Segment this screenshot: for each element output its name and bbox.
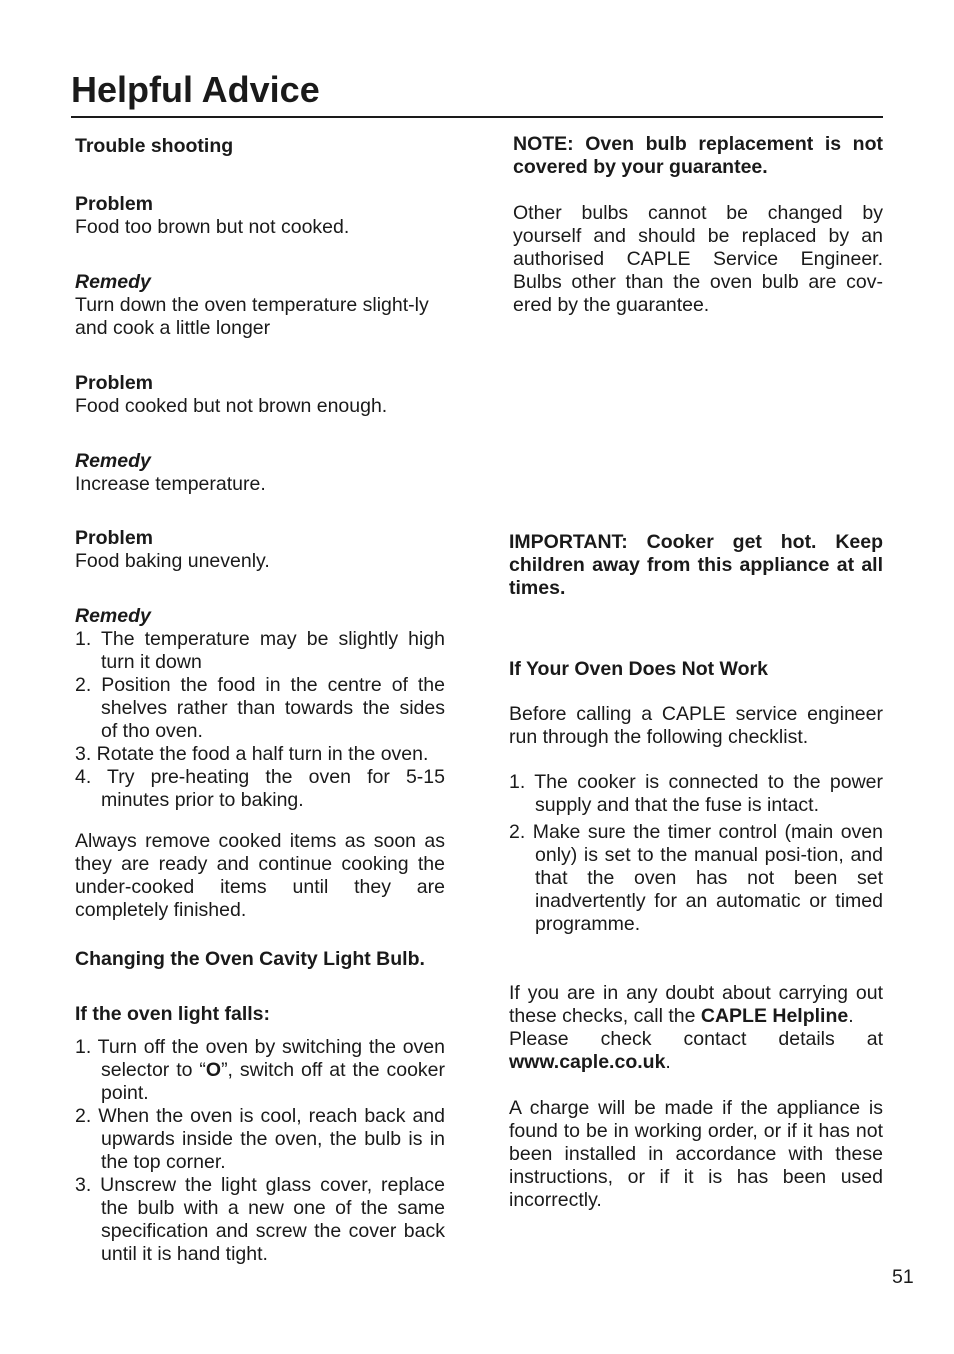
- remedy-text: Turn down the oven temperature slight-ly and cook a little longer: [75, 294, 429, 339]
- list-item: 1. The cooker is connected to the power supply and that the fuse is intact.: [509, 771, 883, 816]
- charge-paragraph: A charge will be made if the appliance is found to be in working order, or if it has not been installed in accordance with these instructions, or if it is has been used incorrectly.: [509, 1097, 883, 1211]
- list-item: 3. Rotate the food a half turn in the oven.: [75, 743, 429, 765]
- page-number: 51: [892, 1266, 914, 1288]
- light-fails-heading: If the oven light falls:: [75, 1003, 271, 1025]
- bulb-steps-list: [75, 1036, 445, 1266]
- troubleshooting-heading: Trouble shooting: [75, 135, 234, 157]
- helpline-label: CAPLE Helpline: [700, 1005, 849, 1027]
- list-item: 2. Position the food in the centre of the shelves rather than towards the sides of tho oven.: [75, 674, 445, 742]
- problem-text: Food too brown but not cooked.: [75, 216, 350, 238]
- problem-label: Problem: [75, 193, 154, 215]
- right-column: NOTE: Oven bulb replacement is not covered by your guarantee. Other bulbs cannot be changed by yourself and should be replaced by an authorised CAPLE Service Engineer. Bulbs other than the oven bulb are cov-ered by the guarantee. IMPORTANT: Cooker get hot. Keep children away from this appliance at all times. If Your Oven Does Not Work Before calling a CAPLE service engineer run through the following checklist. 1. The cooker is connected to the power supply and that the fuse is intact. 2. Make sure the timer control (main oven only) is set to the manual posi-tion, and that the oven has not been set inadvertently for an automatic or timed programme. If you are in any doubt about carrying out these checks, call the CAPLE Helpline. Please check contact details at www.caple.co.uk. A charge will be made if the appliance is found to be in working order, or if it has not been installed in accordance with these instructions, or if it is has been used incorrectly.: [509, 133, 883, 1211]
- list-item: 1. The temperature may be slightly high turn it down: [75, 628, 445, 673]
- contact-paragraph: Please check contact details at: [509, 1028, 883, 1050]
- problem-text: Food cooked but not brown enough.: [75, 395, 388, 417]
- list-item: 3. Unscrew the light glass cover, replace the bulb with a new one of the same specification and screw the cover back until it is hand tight.: [75, 1174, 445, 1265]
- bulb-change-heading: Changing the Oven Cavity Light Bulb.: [75, 948, 425, 970]
- left-column: [75, 135, 445, 1266]
- title-divider: [71, 116, 883, 118]
- list-item: 1. Turn off the oven by switching the oven selector to “O”, switch off at the cooker point.: [75, 1036, 446, 1104]
- list-item: 2. When the oven is cool, reach back and upwards inside the oven, the bulb is in the top corner.: [75, 1105, 445, 1173]
- guarantee-note: NOTE: Oven bulb replacement is not covered by your guarantee.: [513, 133, 883, 178]
- remedy-label: Remedy: [75, 271, 151, 293]
- other-bulbs-paragraph: Other bulbs cannot be changed by yourself and should be replaced by an authorised CAPLE Service Engineer. Bulbs other than the oven bulb are cov-ered by the guarantee.: [513, 202, 883, 316]
- important-warning: IMPORTANT: Cooker get hot. Keep children away from this appliance at all times.: [509, 531, 883, 599]
- checklist-intro: Before calling a CAPLE service engineer run through the following checklist.: [509, 703, 883, 748]
- remedy-label: Remedy: [75, 450, 151, 472]
- list-item: 2. Make sure the timer control (main oven only) is set to the manual posi-tion, and that the oven has not been set inadvertently for an automatic or timed programme.: [509, 821, 883, 935]
- page-title: Helpful Advice: [71, 69, 320, 110]
- remedy-text: Increase temperature.: [75, 473, 266, 495]
- list-item: 4. Try pre-heating the oven for 5-15 minutes prior to baking.: [75, 766, 445, 811]
- checklist: [509, 771, 883, 936]
- website-link[interactable]: www.caple.co.uk: [509, 1051, 666, 1073]
- cooking-advice-paragraph: Always remove cooked items as soon as they are ready and continue cooking the under-cooked items until they are completely finished.: [75, 830, 445, 921]
- remedy-label: Remedy: [75, 605, 151, 627]
- helpline-paragraph: If you are in any doubt about carrying out these checks, call the CAPLE Helpline.: [509, 982, 883, 1027]
- problem-label: Problem: [75, 372, 154, 394]
- not-working-heading: If Your Oven Does Not Work: [509, 658, 768, 680]
- problem-label: Problem: [75, 527, 154, 549]
- remedy-list: [75, 628, 445, 812]
- problem-text: Food baking unevenly.: [75, 550, 270, 572]
